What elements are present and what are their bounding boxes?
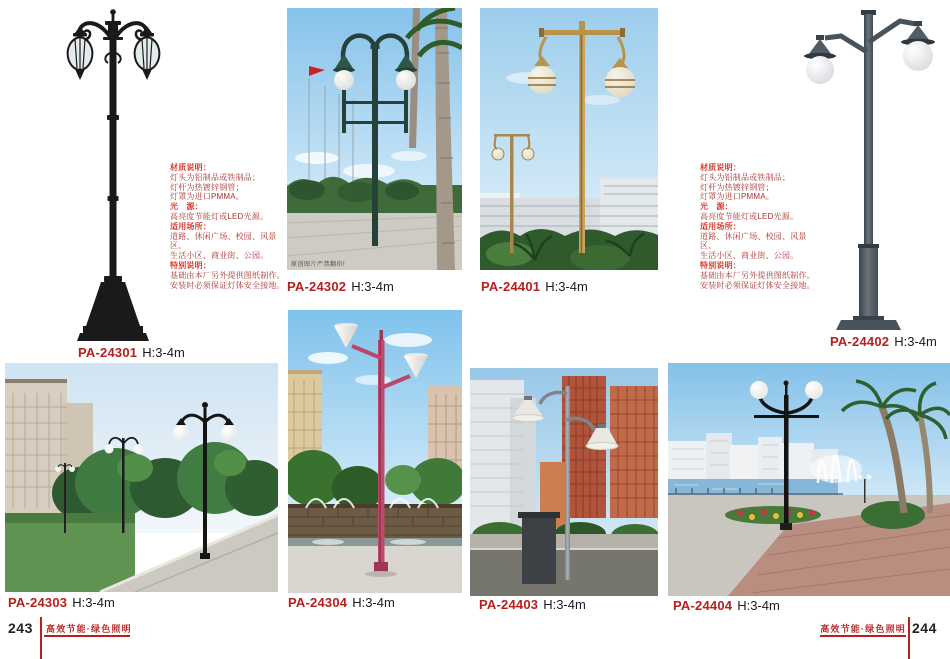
fountain-spray — [810, 455, 862, 483]
spec-line: 高亮度节能灯或LED光源。 — [170, 211, 269, 221]
product-photo-pa-24404 — [668, 363, 950, 596]
spec-line: 安装时必须保证灯体安全接地。 — [700, 280, 815, 290]
lamp-globe — [750, 381, 768, 399]
product-code: PA-24301 — [78, 345, 138, 360]
footer-slogan-right: 高效节能·绿色照明 — [820, 624, 906, 634]
photo-watermark: 原创图片严禁翻印! — [291, 262, 346, 268]
product-height: H:3-4m — [72, 595, 115, 610]
spec-usage-title: 适用场所： — [700, 221, 741, 231]
spec-line: 灯头为铝制品或铁制品； — [700, 172, 791, 182]
spec-special-title: 特别说明： — [700, 260, 741, 270]
product-height: H:3-4m — [142, 345, 185, 360]
spec-material-title: 材质说明： — [700, 163, 741, 172]
product-height: H:3-4m — [351, 279, 394, 294]
spec-special-title: 特别说明： — [170, 260, 211, 270]
product-code: PA-24304 — [288, 595, 348, 610]
spec-line: 基础由本厂另外提供图纸制作。 — [170, 270, 285, 280]
product-code: PA-24401 — [481, 279, 541, 294]
spec-line: 道路、休闲广场、校园、风景区、 — [700, 231, 807, 251]
spec-line: 灯头为铝制品或铁制品； — [170, 172, 261, 182]
product-label-pa-24303 — [8, 595, 115, 610]
spec-line: 高亮度节能灯或LED光源。 — [700, 211, 799, 221]
product-height: H:3-4m — [545, 279, 588, 294]
lamp-globe — [605, 67, 635, 97]
residential-street-black-lamps — [5, 363, 278, 592]
spec-line: 灯杆为热镀锌钢管； — [700, 182, 774, 192]
product-height: H:3-4m — [894, 334, 937, 349]
spec-line: 生活小区、商业街、公园。 — [170, 251, 269, 261]
lamp-globe — [528, 66, 556, 94]
product-label-pa-24404 — [673, 598, 780, 613]
product-height: H:3-4m — [543, 597, 586, 612]
spec-line: 生活小区、商业街、公园。 — [700, 251, 799, 261]
product-label-pa-24302 — [287, 279, 394, 294]
product-label-pa-24304 — [288, 595, 395, 610]
spec-usage-title: 适用场所： — [170, 221, 211, 231]
footer-slogan-left: 高效节能·绿色照明 — [46, 624, 132, 634]
product-label-pa-24401 — [481, 279, 588, 294]
spec-line: 基础由本厂另外提供图纸制作。 — [700, 270, 815, 280]
product-height: H:3-4m — [737, 598, 780, 613]
spec-material-title: 材质说明： — [170, 163, 211, 172]
flower-bed — [725, 506, 821, 524]
lamp-head-right — [901, 21, 935, 71]
page-number-left: 243 — [8, 620, 33, 636]
waterfront-promenade-black-lamp — [668, 363, 950, 596]
lamp-globe — [221, 425, 237, 441]
product-photo-pa-24304 — [288, 310, 462, 593]
spec-source-title: 光 源： — [170, 202, 203, 212]
footer-underline-left — [44, 635, 130, 637]
spec-line: 灯罩为进口PMMA。 — [170, 192, 244, 202]
footer-divider-left — [40, 617, 42, 659]
lamp-globe — [396, 70, 416, 90]
spec-panel-right — [700, 163, 822, 290]
product-photo-pa-24403 — [470, 368, 658, 596]
lamp-globe — [173, 425, 189, 441]
spec-line: 安装时必须保证灯体安全接地。 — [170, 280, 285, 290]
product-code: PA-24302 — [287, 279, 347, 294]
spec-panel-left — [170, 163, 292, 290]
lantern-left — [68, 26, 93, 80]
campus-scene-gold-lamp — [480, 8, 658, 270]
lamp-globe — [805, 381, 823, 399]
spec-source-title: 光 源： — [700, 202, 733, 212]
lamp-globe — [806, 56, 834, 84]
product-label-pa-24301 — [78, 345, 185, 360]
product-label-pa-24402 — [830, 334, 937, 349]
footer-divider-right — [908, 617, 910, 659]
footer-underline-right — [820, 635, 906, 637]
product-label-pa-24403 — [479, 597, 586, 612]
lamp-globe — [903, 41, 933, 71]
spec-line: 道路、休闲广场、校园、风景区、 — [170, 231, 277, 251]
product-photo-pa-24401 — [480, 8, 658, 270]
plaza-scene-green-lamp — [287, 8, 462, 270]
product-code: PA-24303 — [8, 595, 68, 610]
product-code: PA-24404 — [673, 598, 733, 613]
fountain-scene-pink-lamp — [288, 310, 462, 593]
product-code: PA-24402 — [830, 334, 890, 349]
product-photo-pa-24303 — [5, 363, 278, 592]
spec-line: 灯杆为热镀锌钢管； — [170, 182, 244, 192]
product-photo-pa-24302 — [287, 8, 462, 270]
product-height: H:3-4m — [352, 595, 395, 610]
lamp-globe — [334, 70, 354, 90]
lantern-right — [135, 26, 160, 80]
lamp-head-left — [804, 35, 836, 84]
spec-line: 灯罩为进口PMMA。 — [700, 192, 774, 202]
product-code: PA-24403 — [479, 597, 539, 612]
city-street-gray-lamp — [470, 368, 658, 596]
page-number-right: 244 — [912, 620, 937, 636]
